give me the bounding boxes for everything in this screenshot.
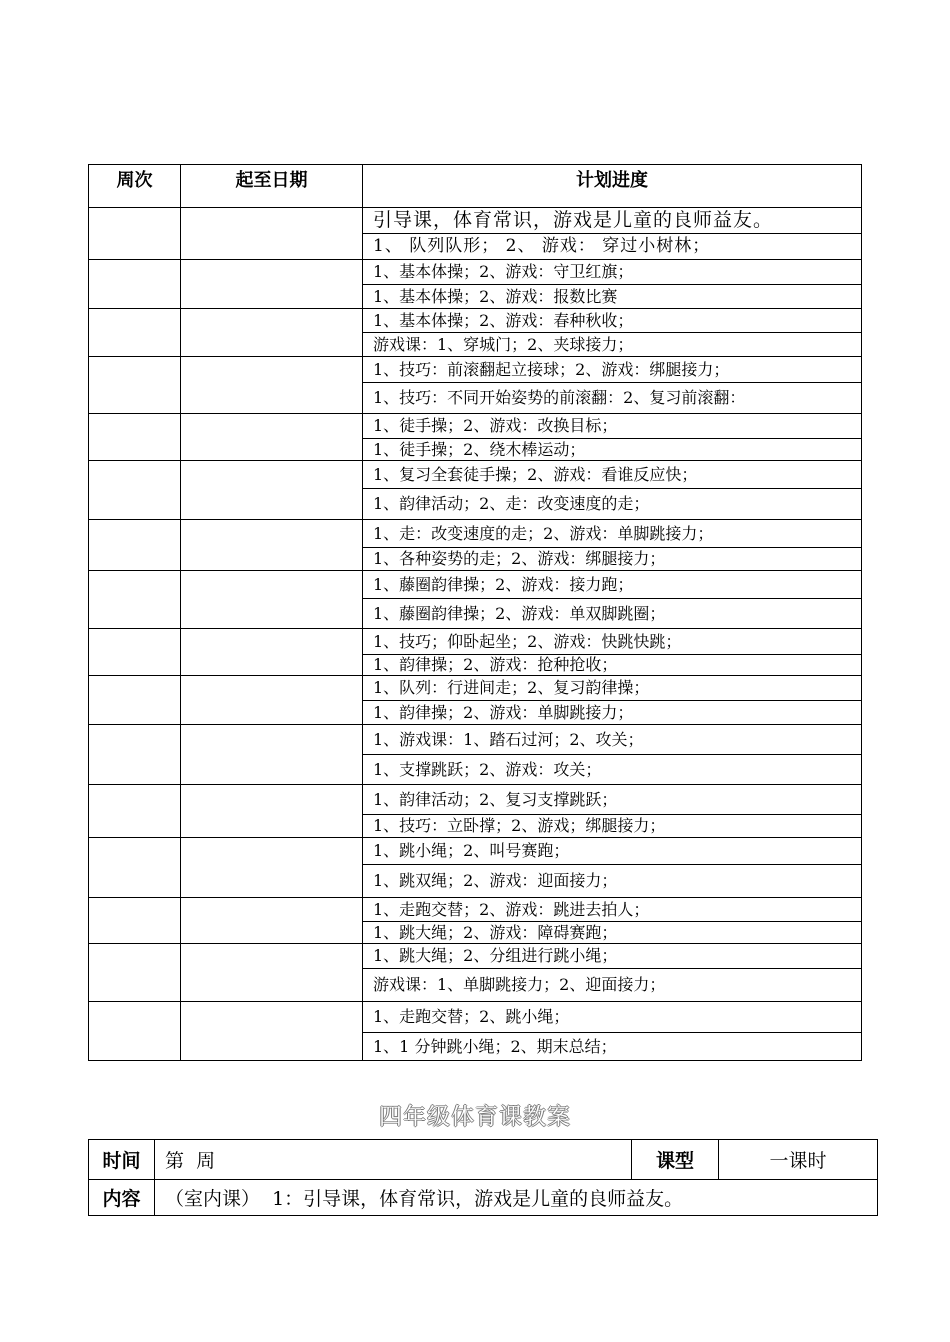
plan-cell: 1、徒手操；2、绕木棒运动； [363,439,862,461]
week-cell [89,208,181,260]
week-cell [89,898,181,944]
lesson-content-row [89,1180,878,1216]
plan-cell: 1、各种姿势的走；2、游戏：绑腿接力； [363,548,862,571]
plan-cell: 游戏课：1、穿城门；2、夹球接力； [363,333,862,357]
time-label: 时间 [89,1140,155,1180]
week-cell [89,944,181,1002]
lesson-type-label: 课型 [632,1140,719,1180]
week-cell [89,725,181,785]
header-date-range: 起至日期 [181,165,363,208]
header-week: 周次 [89,165,181,208]
lesson-type-value: 一课时 [719,1140,878,1180]
plan-cell: 1、跳双绳；2、游戏：迎面接力； [363,865,862,898]
plan-cell: 1、基本体操；2、游戏：报数比赛 [363,285,862,309]
date-cell [181,629,363,676]
teaching-plan-table [88,164,862,1061]
week-cell [89,676,181,725]
date-cell [181,571,363,629]
plan-cell: 1、基本体操；2、游戏：守卫红旗； [363,260,862,285]
date-cell [181,676,363,725]
plan-cell: 1、技巧：不同开始姿势的前滚翻：2、复习前滚翻： [363,383,862,414]
plan-cell: 1、跳小绳；2、叫号赛跑； [363,838,862,865]
table-row [89,944,862,969]
plan-cell: 1、支撑跳跃；2、游戏：攻关； [363,755,862,785]
week-cell [89,1002,181,1061]
table-row [89,785,862,815]
plan-cell: 1、基本体操；2、游戏：春种秋收； [363,309,862,333]
week-cell [89,520,181,571]
plan-cell: 1、走：改变速度的走；2、游戏：单脚跳接力； [363,520,862,548]
week-cell [89,461,181,520]
date-cell [181,309,363,357]
table-row [89,629,862,655]
plan-cell: 1、徒手操；2、游戏：改换目标； [363,414,862,439]
plan-cell: 1、韵律操；2、游戏：抢种抢收； [363,655,862,676]
week-cell [89,260,181,309]
date-cell [181,785,363,838]
table-row [89,676,862,701]
plan-cell: 1、走跑交替；2、跳小绳； [363,1002,862,1033]
table-row [89,1002,862,1033]
date-cell [181,838,363,898]
date-cell [181,208,363,260]
table-row [89,414,862,439]
plan-cell: 1、藤圈韵律操；2、游戏：接力跑； [363,571,862,599]
week-cell [89,785,181,838]
plan-cell: 1、队列：行进间走；2、复习韵律操； [363,676,862,701]
date-cell [181,944,363,1002]
date-cell [181,898,363,944]
plan-cell: 1、技巧；仰卧起坐；2、游戏：快跳快跳； [363,629,862,655]
table-row [89,520,862,548]
table-row [89,571,862,599]
plan-cell: 1、技巧：立卧撑；2、游戏；绑腿接力； [363,815,862,838]
week-cell [89,357,181,414]
date-cell [181,520,363,571]
date-cell [181,1002,363,1061]
week-cell [89,629,181,676]
plan-cell: 1、走跑交替；2、游戏：跳进去拍人； [363,898,862,922]
week-cell [89,571,181,629]
plan-cell: 游戏课：1、单脚跳接力；2、迎面接力； [363,969,862,1002]
plan-cell: 1、1 分钟跳小绳；2、期末总结； [363,1033,862,1061]
plan-cell: 1、韵律活动；2、走：改变速度的走； [363,489,862,520]
plan-cell: 1、跳大绳；2、分组进行跳小绳； [363,944,862,969]
plan-cell: 1、复习全套徒手操；2、游戏：看谁反应快； [363,461,862,489]
plan-cell: 1、跳大绳；2、游戏：障碍赛跑； [363,922,862,944]
plan-cell: 1、韵律操；2、游戏：单脚跳接力； [363,701,862,725]
week-cell [89,309,181,357]
table-row [89,309,862,333]
week-cell [89,414,181,461]
table-row [89,260,862,285]
table-row [89,838,862,865]
date-cell [181,725,363,785]
plan-cell: 1、 队列队形； 2、 游戏： 穿过小树林； [363,234,862,260]
lesson-plan-title: 四年级体育课教案 [379,1104,571,1130]
plan-cell: 引导课，体育常识，游戏是儿童的良师益友。 [363,208,862,234]
table-row [89,461,862,489]
date-cell [181,357,363,414]
header-plan-progress: 计划进度 [363,165,862,208]
lesson-time-row [89,1140,878,1180]
content-label: 内容 [89,1180,155,1216]
table-row [89,208,862,234]
plan-cell: 1、技巧：前滚翻起立接球；2、游戏：绑腿接力； [363,357,862,383]
lesson-plan-table [88,1139,878,1216]
content-value: （室内课） 1：引导课，体育常识，游戏是儿童的良师益友。 [155,1180,878,1216]
table-row [89,725,862,755]
plan-cell: 1、游戏课：1、踏石过河；2、攻关； [363,725,862,755]
date-cell [181,260,363,309]
week-cell [89,838,181,898]
plan-cell: 1、韵律活动；2、复习支撑跳跃； [363,785,862,815]
date-cell [181,461,363,520]
table-row [89,898,862,922]
plan-cell: 1、藤圈韵律操；2、游戏：单双脚跳圈； [363,599,862,629]
date-cell [181,414,363,461]
plan-header-row [89,165,862,208]
time-value: 第 周 [155,1140,632,1180]
table-row [89,357,862,383]
